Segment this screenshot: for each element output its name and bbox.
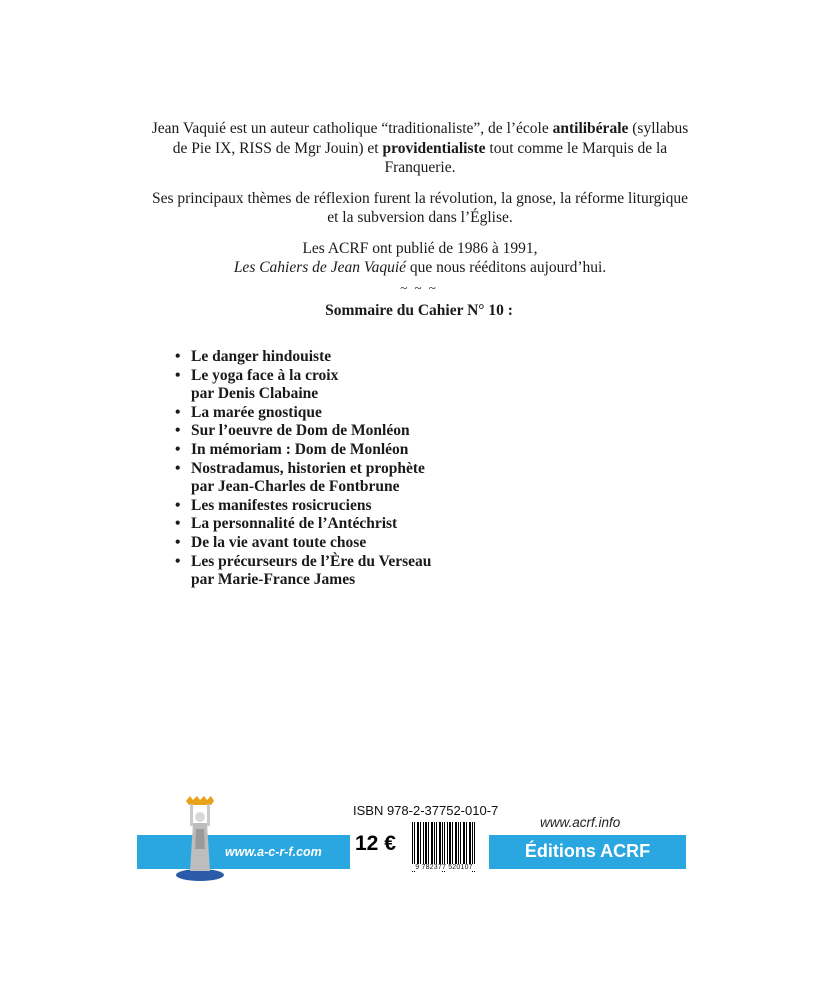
- table-of-contents: [175, 348, 431, 590]
- toc-item-title: Le danger hindouiste: [191, 348, 332, 365]
- publisher-name: Éditions ACRF: [524, 841, 651, 861]
- toc-item: [175, 367, 431, 404]
- summary-title: Sommaire du Cahier N° 10 :: [325, 302, 513, 319]
- toc-item-title: Le yoga face à la croix: [191, 366, 339, 384]
- toc-item-title: De la vie avant toute chose: [191, 533, 367, 551]
- intro-text-part: tout comme le Marquis de la Franquerie.: [384, 139, 668, 176]
- toc-item: [175, 348, 431, 367]
- intro-bold-antiliberale: antilibérale: [552, 120, 629, 137]
- toc-item-title: Les manifestes rosicruciens: [191, 496, 372, 514]
- toc-item-title: Nostradamus, historien et prophète: [191, 459, 425, 477]
- toc-item: [175, 441, 431, 460]
- separator: ~ ~ ~: [400, 280, 438, 295]
- toc-item: [175, 534, 431, 553]
- intro-text-part: que nous rééditons aujourd’hui.: [406, 259, 607, 276]
- toc-item: [175, 422, 431, 441]
- toc-item: [175, 553, 431, 590]
- toc-item-author: par Denis Clabaine: [191, 385, 319, 403]
- intro-text: [150, 119, 690, 289]
- intro-text-part: Jean Vaquié est un auteur catholique “traditionaliste”, de l’école: [151, 120, 553, 137]
- toc-item-title: La marée gnostique: [191, 403, 322, 421]
- toc-item-title: In mémoriam : Dom de Monléon: [191, 440, 409, 458]
- toc-item-author: par Jean-Charles de Fontbrune: [191, 478, 400, 496]
- intro-text-part: (syllabus de Pie IX, RISS de Mgr Jouin) et: [172, 120, 689, 157]
- price: 12 €: [355, 832, 396, 855]
- toc-item: [175, 404, 431, 423]
- toc-item: [175, 497, 431, 516]
- website-link-acrf-com: www.a-c-r-f.com: [225, 845, 322, 859]
- intro-bold-providentialiste: providentialiste: [382, 139, 486, 157]
- toc-item-title: La personnalité de l’Antéchrist: [191, 515, 398, 533]
- intro-paragraph-themes: Ses principaux thèmes de réflexion furent la révolution, la gnose, la réforme liturgique et la subversion dans l’Église.: [151, 189, 689, 226]
- barcode-number: 9 782377 520107: [409, 864, 479, 871]
- intro-paragraph-author: [150, 119, 690, 178]
- toc-item: [175, 515, 431, 534]
- toc-item-author: par Marie-France James: [191, 571, 356, 589]
- toc-item-title: Les précurseurs de l’Ère du Verseau: [191, 552, 432, 570]
- intro-paragraph-publication: [150, 239, 690, 278]
- isbn-text: ISBN 978-2-37752-010-7: [353, 803, 499, 818]
- toc-item: [175, 460, 431, 497]
- website-link-acrf-info: www.acrf.info: [540, 815, 621, 830]
- intro-italic-title: Les Cahiers de Jean Vaquié: [233, 259, 407, 276]
- joan-of-arc-statue-icon: [172, 795, 228, 881]
- toc-item-title: Sur l’oeuvre de Dom de Monléon: [191, 422, 410, 440]
- intro-text-part: Les ACRF ont publié de 1986 à 1991,: [302, 239, 538, 257]
